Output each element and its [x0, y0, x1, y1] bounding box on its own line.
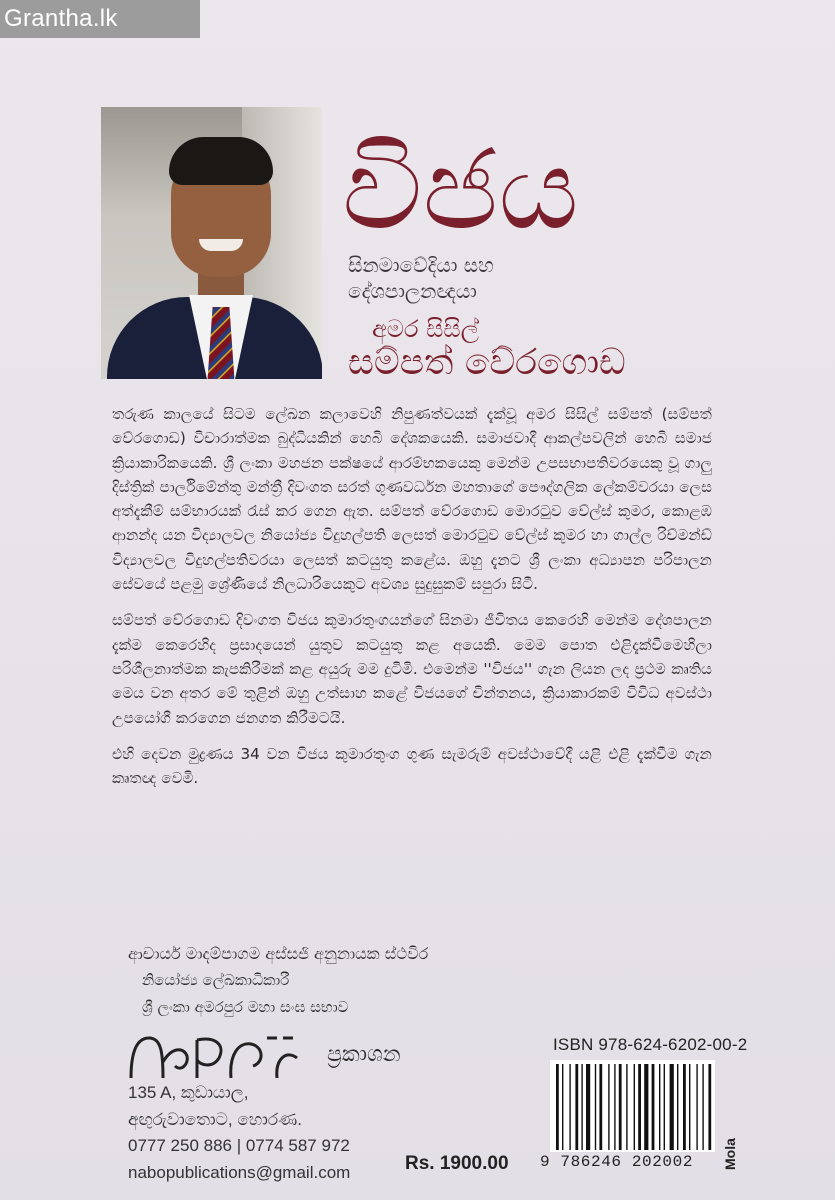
- barcode-bar: [586, 1064, 590, 1150]
- signature-name: ආචාර්ය මාදම්පාගම අස්සජි අනුනායක ස්ථවිර: [128, 944, 429, 963]
- isbn-digits: 9 786246 202002: [540, 1153, 694, 1171]
- author-name-line-2: සම්පත් වේරගොඩ: [348, 342, 626, 383]
- barcode-bar: [638, 1064, 641, 1150]
- barcode-bar: [599, 1064, 602, 1150]
- publisher-name: ප්‍රකාශන: [327, 1042, 401, 1067]
- price-label: Rs. 1900.00: [405, 1153, 509, 1174]
- barcode-bar: [595, 1064, 596, 1150]
- barcode-bar: [575, 1064, 578, 1150]
- isbn-label: ISBN 978-624-6202-00-2: [553, 1035, 748, 1054]
- barcode-bar: [556, 1064, 559, 1150]
- subtitle-line-1: සිනමාවේදියා සහ: [348, 253, 494, 277]
- address-line-2: අඟුරුවාතොට, හොරණ.: [128, 1109, 302, 1129]
- barcode-bar: [696, 1064, 697, 1150]
- barcode-bar: [619, 1064, 622, 1150]
- barcode-bar: [581, 1064, 582, 1150]
- barcode-bar: [702, 1064, 703, 1150]
- blurb-paragraph-2: සම්පත් වේරගොඩ දිවංගත විජය කුමාරතුංගයන්ගේ සිනමා ජීවිතය කෙරෙහි මෙන්ම දේශපාලන දැක්ම කෙරෙහිද ප්‍රසාදයෙන් යුතුව කටයුතු කළ අයෙකි. මෙම පොත එළිදැක්වීමෙහිලා පරිශීලනාත්මක කැපකිරීමක් කළ අයුරු මම දුටිමි. එමෙන්ම ''විජය'' ගැන ලියන ලද ප්‍රථම කෘතිය මෙය වන අතර මේ තුළින් ඔහු උත්සාහ කළේ විජයගේ චින්තනය, ක්‍රියාකාරකම් විවිධ අවස්ථා උපයෝගී කරගෙන ජනගත කිරීමටයි.: [112, 611, 712, 727]
- barcode-bar: [689, 1064, 690, 1150]
- blurb-paragraph-3: එහි දෙවන මුද්‍රණය 34 වන විජය කුමාරතුංග ගුණ සැමරුම් අවස්ථාවේදී යළි එළි දැක්වීම ගැන කෘතඥ වෙමි.: [112, 744, 712, 788]
- signature-role: නියෝජ්‍ය ලේඛකාධිකාරී: [142, 971, 290, 989]
- barcode-bar: [562, 1064, 563, 1150]
- barcode-bar: [683, 1064, 686, 1150]
- barcode-bar: [626, 1064, 627, 1150]
- barcode-bar: [708, 1064, 711, 1150]
- publisher-logo-icon: [127, 1032, 317, 1082]
- book-subtitle: [348, 252, 494, 304]
- barcode-bar: [614, 1064, 615, 1150]
- barcode-bar: [634, 1064, 635, 1150]
- barcode-bar: [644, 1064, 648, 1150]
- blurb-paragraph-1: තරුණ කාලයේ සිටම ලේඛන කලාවෙහි නිපුණත්වයක් දැක්වූ අමර සිසිල් සම්පත් (සම්පත් වේරගොඩ) විචාරාත්මක බුද්ධියකින් හෙබි දේශකයෙකි. සමාජවාදී ආකල්පවලින් හෙබි සමාජ ක්‍රියාකාරිකයෙකි. ශ්‍රී ලංකා මහජන පක්ෂයේ ආරම්භකයෙකු මෙන්ම උපසභාපතිවරයෙකු වූ ගාලු දිස්ත්‍රික් පාර්ලිමේන්තු මන්ත්‍රී දිවංගත සරත් ගුණවර්ධන මහතාගේ පෞද්ගලික ලේකම්වරයා ලෙස අත්දැකීම් සම්භාරයක් රැස් කර ගෙන ඇත. සම්පත් වේරගොඩ මොරටුව වේල්ස් කුමර, කොළඹ ආනන්ද යන විද්‍යාලවල නියෝජ්‍ය විදුහල්පති ලෙසත් මොරටුව වේල්ස් කුමර හා ගාල්ල රිච්මන්ඩ් විද්‍යාලවල විදුහල්පතිවරයා ලෙසත් කටයුතු කළේය. ඔහු දැනට ශ්‍රී ලංකා අධ්‍යාපන පරිපාලන සේවයේ පළමු ශ්‍රේණියේ නිලධාරියෙකුට අවශ්‍ය සුදුසුකම් සපුරා සිටී.: [112, 405, 712, 594]
- blurb-text: [112, 402, 712, 802]
- barcode-bar: [677, 1064, 678, 1150]
- book-title: විජය: [342, 125, 579, 255]
- barcode-bar: [569, 1064, 570, 1150]
- address-line-1: 135 A, කුඩායාල,: [128, 1083, 249, 1102]
- barcode-bar: [670, 1064, 674, 1150]
- printer-mark: Mola: [722, 1138, 738, 1170]
- publisher-contact: [128, 1080, 350, 1186]
- watermark-label: Grantha.lk: [0, 0, 200, 38]
- author-name-line-1: අමර සිසිල්: [372, 315, 479, 343]
- subtitle-line-2: දේශපාලනඥයා: [348, 279, 477, 303]
- barcode-icon: [550, 1060, 715, 1152]
- email-address: nabopublications@gmail.com: [128, 1162, 351, 1182]
- author-photo: [101, 107, 322, 379]
- phone-numbers: 0777 250 886 | 0774 587 972: [128, 1136, 350, 1155]
- barcode-bar: [659, 1064, 660, 1150]
- barcode-bar: [608, 1064, 609, 1150]
- barcode-bar: [652, 1064, 655, 1150]
- signature-block: [128, 940, 428, 1021]
- signature-org: ශ්‍රී ලංකා අමරපුර මහා සංඝ සභාව: [142, 998, 349, 1016]
- barcode-bar: [664, 1064, 665, 1150]
